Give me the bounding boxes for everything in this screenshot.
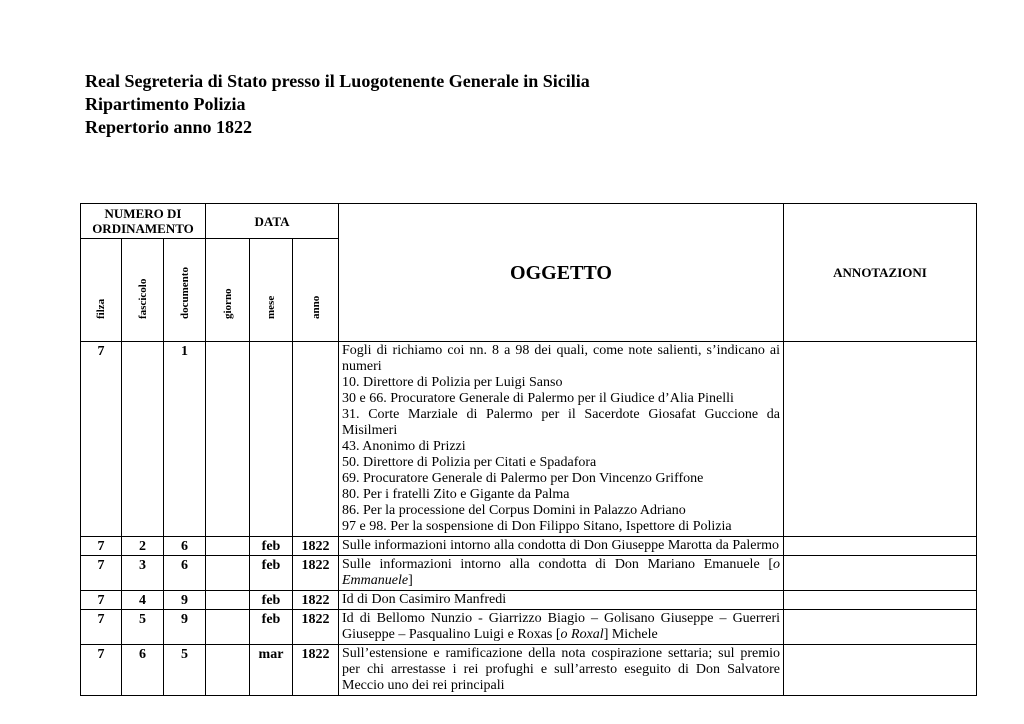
oggetto-line: 50. Direttore di Polizia per Citati e Spadafora <box>342 455 597 470</box>
cell-fascicolo: 5 <box>122 610 164 645</box>
cell-filza: 7 <box>81 537 122 556</box>
table-row <box>81 342 977 537</box>
cell-annotazioni <box>784 610 977 645</box>
cell-fascicolo: 6 <box>122 645 164 696</box>
cell-documento: 1 <box>164 342 206 537</box>
col-header-giorno: giorno <box>206 239 250 342</box>
cell-anno: 1822 <box>293 591 339 610</box>
oggetto-line: 10. Direttore di Polizia per Luigi Sanso <box>342 375 563 390</box>
cell-filza: 7 <box>81 556 122 591</box>
document-header <box>85 70 590 139</box>
cell-mese: feb <box>250 591 293 610</box>
cell-giorno <box>206 537 250 556</box>
cell-anno: 1822 <box>293 556 339 591</box>
oggetto-line: 97 e 98. Per la sospensione di Don Filippo Sitano, Ispettore di Polizia <box>342 519 732 534</box>
cell-oggetto: Sull’estensione e ramificazione della nota cospirazione settaria; sul premio per chi arrestasse i rei profughi e sull’arresto eseguito di Don Salvatore Meccio uno dei rei principali <box>339 645 784 696</box>
header-department: Ripartimento Polizia <box>85 94 246 114</box>
cell-documento: 5 <box>164 645 206 696</box>
col-header-fascicolo: fascicolo <box>122 239 164 342</box>
oggetto-line: 69. Procuratore Generale di Palermo per Don Vincenzo Griffone <box>342 471 704 486</box>
cell-filza: 7 <box>81 645 122 696</box>
cell-oggetto <box>339 342 784 537</box>
cell-annotazioni <box>784 645 977 696</box>
cell-giorno <box>206 342 250 537</box>
table-header-row-top <box>81 204 977 239</box>
cell-annotazioni <box>784 342 977 537</box>
oggetto-line: 43. Anonimo di Prizzi <box>342 439 466 454</box>
cell-annotazioni <box>784 537 977 556</box>
col-header-numero: NUMERO DI ORDINAMENTO <box>81 204 206 239</box>
cell-giorno <box>206 556 250 591</box>
cell-anno <box>293 342 339 537</box>
cell-documento: 6 <box>164 556 206 591</box>
table-row <box>81 591 977 610</box>
cell-oggetto: Sulle informazioni intorno alla condotta di Don Mariano Emanuele [o Emmanuele] <box>339 556 784 591</box>
table-row <box>81 645 977 696</box>
header-title: Real Segreteria di Stato presso il Luogotenente Generale in Sicilia <box>85 71 590 91</box>
cell-fascicolo: 2 <box>122 537 164 556</box>
col-header-data: DATA <box>206 204 339 239</box>
col-header-oggetto: OGGETTO <box>339 204 784 342</box>
cell-mese: feb <box>250 556 293 591</box>
col-header-anno: anno <box>293 239 339 342</box>
cell-documento: 6 <box>164 537 206 556</box>
cell-mese: feb <box>250 537 293 556</box>
cell-annotazioni <box>784 556 977 591</box>
cell-fascicolo <box>122 342 164 537</box>
repertory-table <box>80 203 977 696</box>
oggetto-line: 80. Per i fratelli Zito e Gigante da Palma <box>342 487 570 502</box>
cell-documento: 9 <box>164 591 206 610</box>
cell-giorno <box>206 591 250 610</box>
col-header-annotazioni: ANNOTAZIONI <box>784 204 977 342</box>
cell-annotazioni <box>784 591 977 610</box>
cell-oggetto: Id di Bellomo Nunzio - Giarrizzo Biagio – Golisano Giuseppe – Guerreri Giuseppe – Pasqualino Luigi e Roxas [o Roxal] Michele <box>339 610 784 645</box>
cell-oggetto: Id di Don Casimiro Manfredi <box>339 591 784 610</box>
header-repertory-year: Repertorio anno 1822 <box>85 117 252 137</box>
oggetto-line: 31. Corte Marziale di Palermo per il Sacerdote Giosafat Guccione da Misilmeri <box>342 407 780 438</box>
cell-oggetto: Sulle informazioni intorno alla condotta di Don Giuseppe Marotta da Palermo <box>339 537 784 556</box>
table-row <box>81 537 977 556</box>
cell-filza: 7 <box>81 342 122 537</box>
oggetto-line: Fogli di richiamo coi nn. 8 a 98 dei quali, come note salienti, s’indicano ai numeri <box>342 343 780 374</box>
cell-documento: 9 <box>164 610 206 645</box>
cell-fascicolo: 4 <box>122 591 164 610</box>
col-header-filza: filza <box>81 239 122 342</box>
oggetto-line: 86. Per la processione del Corpus Domini in Palazzo Adriano <box>342 503 686 518</box>
cell-giorno <box>206 610 250 645</box>
oggetto-line: 30 e 66. Procuratore Generale di Palermo per il Giudice d’Alia Pinelli <box>342 391 734 406</box>
cell-fascicolo: 3 <box>122 556 164 591</box>
cell-anno: 1822 <box>293 610 339 645</box>
cell-filza: 7 <box>81 591 122 610</box>
cell-anno: 1822 <box>293 537 339 556</box>
col-header-mese: mese <box>250 239 293 342</box>
cell-giorno <box>206 645 250 696</box>
cell-anno: 1822 <box>293 645 339 696</box>
table-row <box>81 556 977 591</box>
col-header-documento: documento <box>164 239 206 342</box>
cell-mese <box>250 342 293 537</box>
cell-filza: 7 <box>81 610 122 645</box>
table-row <box>81 610 977 645</box>
cell-mese: feb <box>250 610 293 645</box>
cell-mese: mar <box>250 645 293 696</box>
